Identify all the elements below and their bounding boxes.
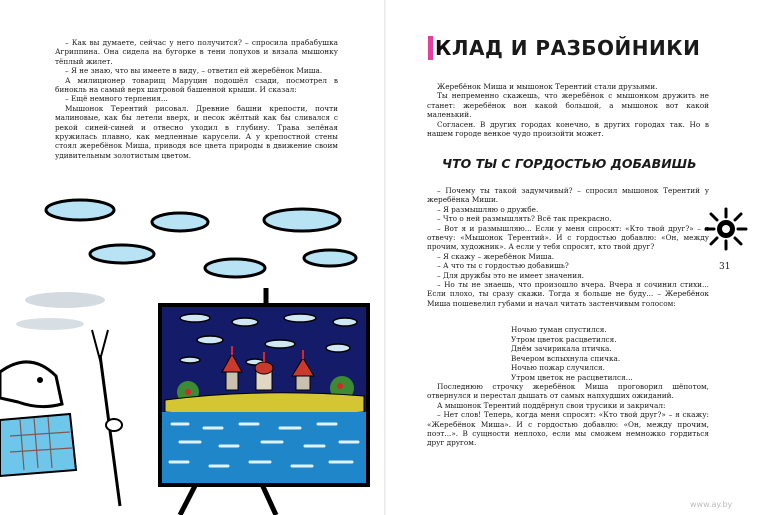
- paragraph: – Я скажу – жеребёнок Миша.: [437, 251, 555, 261]
- chapter-title-rest: ЛАД И РАЗБОЙНИКИ: [451, 36, 701, 60]
- left-page: [0, 0, 384, 515]
- paragraph: – Почему ты такой задумчивый? – спросил мышонок Терентий у жеребёнка Миши.: [427, 186, 709, 205]
- poem-line: Днём зачирикала птичка.: [511, 344, 612, 353]
- page-number: 31: [719, 262, 731, 272]
- paragraph: Согласен. В других городах конечно, в других городах так. Но в нашем городе венкое чудо произойти может.: [427, 119, 709, 139]
- paragraph: – Вот я и размышляю... Если у меня спросят: «Кто твой друг?» – я отвечу: «Мышонок Терентий». И с гордостью добавлю: «Он, между прочим, художник». А если у тебя спросят, кто твой друг?: [427, 223, 709, 252]
- poem: [511, 325, 681, 382]
- section-subtitle: ЧТО ТЫ С ГОРДОСТЬЮ ДОБАВИШЬ: [442, 156, 697, 171]
- paragraph: Ты непременно скажешь, что жеребёнок с мышонком дружить не станет: жеребёнок вон какой большой, а мышонок вот какой маленький.: [427, 91, 709, 120]
- paragraph: Жеребёнок Миша и мышонок Терентий стали друзьями.: [437, 82, 658, 91]
- paragraph: Последнюю строчку жеребёнок Миша проговорил шёпотом, отвернулся и перестал дышать от самых напхудших ожиданий.: [427, 382, 709, 401]
- sun-icon: [704, 207, 748, 251]
- watermark: www.ay.by: [690, 500, 733, 509]
- paragraph: – А что ты с гордостью добавишь?: [437, 261, 569, 271]
- paragraph: – Но ты не знаешь, что произошло вчера. Вчера я сочинил стихи... Если плохо, ты сразу скажи. Тогда я больше не буду... – Жеребёнок Миша пошевелил губами и начал читать застенчивым голосом:: [427, 280, 709, 308]
- outro-text: [427, 382, 709, 448]
- poem-line: Вечером вспыхнула спичка.: [511, 353, 621, 363]
- paragraph: А милиционер товарищ Маруцин подошёл сзади, посмотрел в бинокль на самый верх шатровой башенной крыши. И сказал:: [55, 75, 338, 95]
- paragraph: Мышонок Терентий рисовал. Древние башни крепости, почти малиновые, как бы летели вверх, и песок жёлтый как бы сливался с рекой синей-синей и отвесно уходил в глубину. Трава зелёная кружилась плавно, как медленные карусели. А у крепостной стены стоял жеребёнок Миша, приводя все цвета природы в движение своим удивительным золотистым цветом.: [55, 103, 338, 160]
- paragraph: – Ещё немного терпения...: [65, 94, 168, 104]
- mouse-artist-icon: [0, 0, 384, 515]
- intro-text: [427, 82, 709, 138]
- paragraph: – Нет слов! Теперь, когда меня спросят: «Кто твой друг?» – я скажу: «Жеребёнок Миша». И с гордостью добавлю: «Он, между прочим, поэт...». В сущности неплохо, если мы сможем немножко гордиться друг другом.: [427, 410, 709, 448]
- paragraph: – Для дружбы это не имеет значения.: [437, 270, 585, 280]
- paragraph: – Что о ней размышлять? Всё так прекрасно.: [437, 214, 612, 224]
- chapter-title-initial: К: [428, 36, 452, 60]
- paragraph: – Как вы думаете, сейчас у него получится? – спросила прабабушка Агриппина. Она сидела на бугорке в тени лопухов и вязала мышонку тёплый жилет.: [55, 38, 338, 66]
- chapter-title: [428, 36, 728, 60]
- paragraph: А мышонок Терентий поддёрнул свои трусики и закричал:: [437, 400, 666, 410]
- poem-line: Ночью туман спустился.: [511, 325, 607, 334]
- poem-line: Утром цветок не расцветился...: [511, 372, 633, 382]
- dialog-text: [427, 186, 709, 308]
- right-page: [386, 0, 770, 515]
- paragraph: – Я размышляю о дружбе.: [437, 204, 539, 214]
- poem-line: Ночью пожар случился.: [511, 363, 605, 372]
- paragraph: – Я не знаю, что вы имеете в виду, – ответил ей жеребёнок Миша.: [65, 66, 323, 76]
- poem-line: Утром цветок расцветился.: [511, 334, 617, 344]
